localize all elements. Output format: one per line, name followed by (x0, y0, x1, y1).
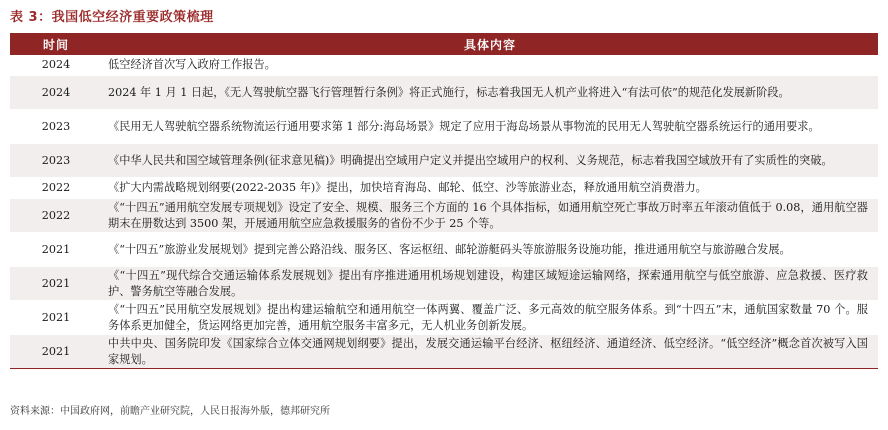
source-note: 资料来源：中国政府网，前瞻产业研究院，人民日报海外版，德邦研究所 (10, 406, 330, 417)
row-year: 2022 (10, 178, 102, 199)
row-year: 2021 (10, 267, 102, 301)
table-header-row (10, 33, 878, 55)
row-content: 《民用无人驾驶航空器系统物流运行通用要求第 1 部分:海岛场景》规定了应用于海岛场景从事物流的民用无人驾驶航空器系统运行的通用要求。 (102, 110, 878, 144)
row-content: 中共中央、国务院印发《国家综合立体交通网规划纲要》提出，发展交通运输平台经济、枢纽经济、通道经济、低空经济。“低空经济”概念首次被写入国家规划。 (102, 335, 878, 369)
row-content: 《扩大内需战略规划纲要(2022-2035 年)》提出，加快培育海岛、邮轮、低空、沙等旅游业态，释放通用航空消费潜力。 (102, 178, 878, 199)
row-year: 2021 (10, 301, 102, 335)
row-content: 2024 年 1 月 1 日起，《无人驾驶航空器飞行管理暂行条例》将正式施行，标志着我国无人机产业将进入“有法可依”的规范化发展新阶段。 (102, 76, 878, 110)
table-row (10, 144, 878, 178)
policy-table (10, 33, 878, 369)
table-row (10, 110, 878, 144)
row-year: 2024 (10, 76, 102, 110)
row-content: 低空经济首次写入政府工作报告。 (102, 55, 878, 76)
table-row (10, 178, 878, 199)
row-content: 《中华人民共和国空域管理条例(征求意见稿)》明确提出空域用户定义并提出空域用户的权利、义务规范，标志着我国空域放开有了实质性的突破。 (102, 144, 878, 178)
row-year: 2022 (10, 199, 102, 233)
row-year: 2021 (10, 335, 102, 369)
table-row (10, 301, 878, 335)
row-content: 《“十四五”旅游业发展规划》提到完善公路沿线、服务区、客运枢纽、邮轮游艇码头等旅游服务设施功能，推进通用航空与旅游融合发展。 (102, 233, 878, 267)
table-row (10, 76, 878, 110)
header-year: 时间 (10, 33, 102, 55)
row-content: 《“十四五”通用航空发展专项规划》设定了安全、规模、服务三个方面的 16 个具体指标，如通用航空死亡事故万时率五年滚动值低于 0.08，通用航空器期末在册数达到 3500 架，开展通用航空应急救援服务的省份不少于 25 个等。 (102, 199, 878, 233)
row-year: 2023 (10, 110, 102, 144)
header-content: 具体内容 (102, 33, 878, 55)
table-caption: 表 3：我国低空经济重要政策梳理 (10, 10, 214, 25)
row-content: 《“十四五”民用航空发展规划》提出构建运输航空和通用航空一体两翼、覆盖广泛、多元高效的航空服务体系。到“十四五”末，通航国家数量 70 个。服务体系更加健全，货运网络更加完善，通用航空服务丰富多元，无人机业务创新发展。 (102, 301, 878, 335)
table-row (10, 335, 878, 369)
table-row (10, 267, 878, 301)
table-row (10, 55, 878, 76)
row-year: 2023 (10, 144, 102, 178)
row-year: 2021 (10, 233, 102, 267)
row-year: 2024 (10, 55, 102, 76)
table-row (10, 233, 878, 267)
row-content: 《“十四五”现代综合交通运输体系发展规划》提出有序推进通用机场规划建设，构建区域短途运输网络，探索通用航空与低空旅游、应急救援、医疗救护、警务航空等融合发展。 (102, 267, 878, 301)
table-row (10, 199, 878, 233)
